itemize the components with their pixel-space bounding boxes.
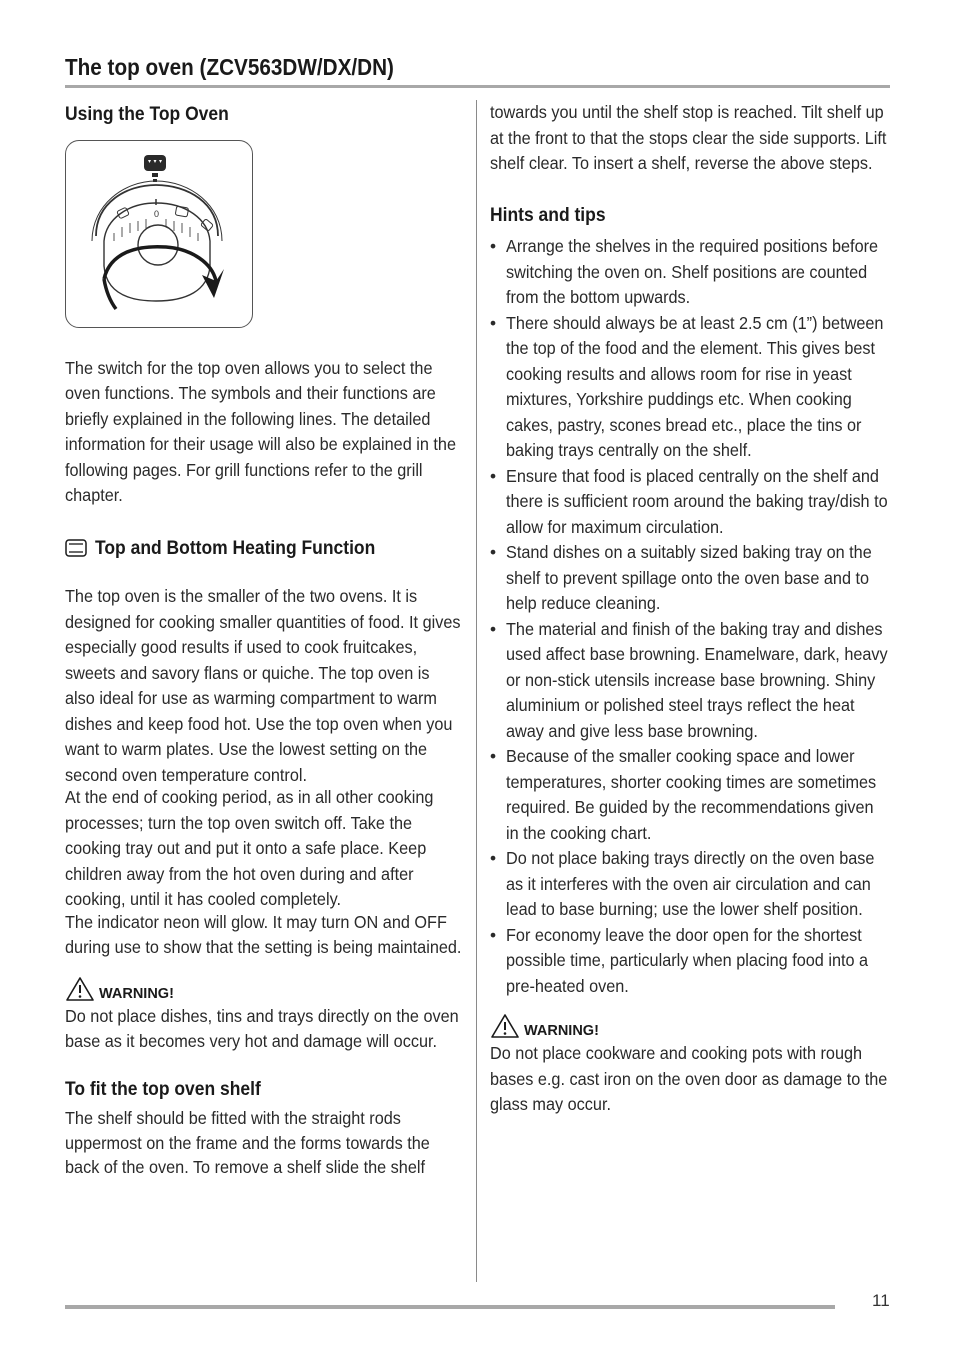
title-rule <box>65 85 890 88</box>
warning-triangle-icon <box>65 976 95 1002</box>
warning-label: WARNING! <box>524 1023 599 1039</box>
oven-knob-figure <box>65 140 253 328</box>
page-title: The top oven (ZCV563DW/DX/DN) <box>65 54 394 80</box>
oven-control-knob-icon <box>66 141 252 327</box>
footer-rule <box>65 1305 835 1309</box>
list-item: • The material and finish of the baking tray and dishes used affect base browning. Enamelware, dark, heavy or non-stick utensils increase base browning. Shiny aluminium or polished steel trays reflect the heat away and give less base browning. <box>490 617 892 745</box>
list-item: • Because of the smaller cooking space and lower temperatures, shorter cooking times are sometimes required. Be guided by the recommendations given in the cooking chart. <box>490 744 892 846</box>
top-bottom-heat-icon <box>65 539 87 557</box>
warning-heading-left <box>65 976 465 1002</box>
warning-text-left: Do not place dishes, tins and trays directly on the oven base as it becomes very hot and damage will occur. <box>65 1005 459 1051</box>
shelf-heading: To fit the top oven shelf <box>65 1078 261 1100</box>
warning-triangle-icon <box>490 1013 520 1039</box>
shelf-paragraph-continued: towards you until the shelf stop is reached. Tilt shelf up at the front to that the stops clear the side supports. Lift shelf clear. To insert a shelf, reverse the above steps. <box>490 102 887 173</box>
using-top-oven-heading: Using the Top Oven <box>65 104 229 125</box>
function-heading-row <box>65 536 465 562</box>
hints-list <box>490 234 892 999</box>
warning-label: WARNING! <box>99 985 174 1002</box>
column-divider <box>476 100 477 1282</box>
intro-paragraph: The switch for the top oven allows you to select the oven functions. The symbols and their functions are briefly explained in the following lines. The detailed information for their usage will also be explained in the following pages. For grill functions refer to the grill chapter. <box>65 357 456 505</box>
function-paragraph-2: At the end of cooking period, as in all other cooking processes; turn the top oven switch off. Take the cooking tray out and put it onto a safe place. Keep children away from the hot oven during and after cooking, until it has cooled completely. <box>65 787 434 909</box>
list-item: • Stand dishes on a suitably sized baking tray on the shelf to prevent spillage onto the oven base and to help reduce cleaning. <box>490 540 892 617</box>
function-heading: Top and Bottom Heating Function <box>95 537 376 559</box>
list-item: • Arrange the shelves in the required positions before switching the oven on. Shelf positions are counted from the bottom upwards. <box>490 234 892 311</box>
warning-heading-right <box>490 1013 892 1039</box>
list-item: • There should always be at least 2.5 cm (1”) between the top of the food and the element. This gives best cooking results and allows room for rise in yeast mixtures, Yorkshire puddings etc. When cooking cakes, pastry, scones bread etc., place the tins or baking trays centrally on the shelf. <box>490 311 892 464</box>
right-column <box>490 100 892 1118</box>
list-item: • Ensure that food is placed centrally on the shelf and there is sufficient room around the baking tray/dish to allow for maximum circulation. <box>490 464 892 541</box>
shelf-paragraph: The shelf should be fitted with the straight rods uppermost on the frame and the forms towards the back of the oven. To remove a shelf slide the shelf <box>65 1108 430 1177</box>
page-number: 11 <box>872 1291 890 1310</box>
svg-text:0: 0 <box>154 208 160 219</box>
left-column <box>65 100 465 1180</box>
list-item: • For economy leave the door open for the shortest possible time, particularly when placing food into a pre-heated oven. <box>490 923 892 1000</box>
hints-heading: Hints and tips <box>490 204 606 226</box>
function-paragraph-1: The top oven is the smaller of the two ovens. It is designed for cooking smaller quantities of food. It gives especially good results if used to cook fruitcakes, sweets and savory flans or quiche. The top oven is also ideal for use as warming compartment to warm dishes and keep food hot. Use the top oven when you want to warm plates. Use the lowest setting on the second oven temperature control. <box>65 586 461 785</box>
function-paragraph-3: The indicator neon will glow. It may turn ON and OFF during use to show that the setting is being maintained. <box>65 911 462 957</box>
list-item: • Do not place baking trays directly on the oven base as it interferes with the oven air circulation and can lead to base burning; use the lower shelf position. <box>490 846 892 923</box>
warning-text-right: Do not place cookware and cooking pots with rough bases e.g. cast iron on the oven door as damage to the glass may occur. <box>490 1043 888 1114</box>
